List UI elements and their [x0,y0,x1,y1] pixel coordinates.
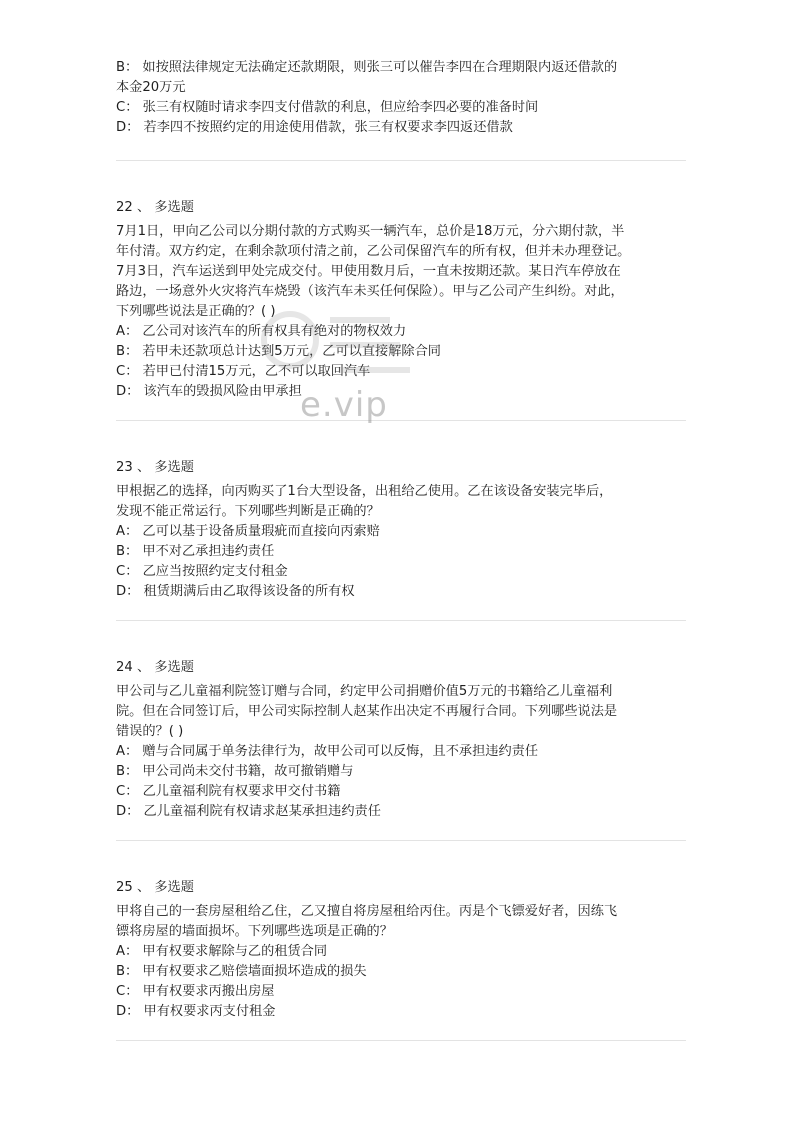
option-c: C： 甲有权要求丙搬出房屋 [116,984,275,999]
option-b-cont: 本金20万元 [116,80,186,95]
option-a: A： 乙可以基于设备质量瑕疵而直接向丙索赔 [116,524,380,539]
question-stem-line: 镖将房屋的墙面损坏。下列哪些选项是正确的？ [116,924,393,939]
question-header: 25 、 多选题 [116,880,194,895]
question-stem-line: 院。但在合同签订后，甲公司实际控制人赵某作出决定不再履行合同。下列哪些说法是 [116,704,618,719]
option-c: C： 乙儿童福利院有权要求甲交付书籍 [116,784,341,799]
question-header: 24 、 多选题 [116,660,194,675]
option-c: C： 乙应当按照约定支付租金 [116,564,288,579]
option-d: D： 租赁期满后由乙取得该设备的所有权 [116,584,355,599]
option-b: B： 甲不对乙承担违约责任 [116,544,275,559]
question-stem-line: 年付清。双方约定，在剩余款项付清之前，乙公司保留汽车的所有权，但并未办理登记。 [116,244,631,259]
prev-question-options [116,58,686,138]
option-b: B： 如按照法律规定无法确定还款期限，则张三可以催告李四在合理期限内返还借款的 [116,60,618,75]
option-c: C： 张三有权随时请求李四支付借款的利息，但应给李四必要的准备时间 [116,100,539,115]
question-stem-line: 甲根据乙的选择，向丙购买了1台大型设备，出租给乙使用。乙在该设备安装完毕后， [116,484,613,499]
question-22 [116,198,686,402]
question-stem-line: 发现不能正常运行。下列哪些判断是正确的？ [116,504,380,519]
divider [116,620,686,621]
question-stem-line: 甲公司与乙儿童福利院签订赠与合同，约定甲公司捐赠价值5万元的书籍给乙儿童福利 [116,684,613,699]
option-d: D： 若李四不按照约定的用途使用借款，张三有权要求李四返还借款 [116,120,513,135]
option-d: D： 乙儿童福利院有权请求赵某承担违约责任 [116,804,381,819]
divider [116,840,686,841]
option-b: B： 甲公司尚未交付书籍，故可撤销赠与 [116,764,354,779]
divider [116,420,686,421]
question-25 [116,878,686,1022]
option-a: A： 甲有权要求解除与乙的租赁合同 [116,944,328,959]
option-c: C： 若甲已付清15万元，乙不可以取回汽车 [116,364,371,379]
question-header: 23 、 多选题 [116,460,194,475]
divider [116,160,686,161]
question-24 [116,658,686,822]
question-stem-line: 下列哪些说法是正确的？( ) [116,304,276,319]
option-d: D： 该汽车的毁损风险由甲承担 [116,384,302,399]
option-a: A： 赠与合同属于单务法律行为，故甲公司可以反悔，且不承担违约责任 [116,744,539,759]
question-stem-line: 甲将自己的一套房屋租给乙住，乙又擅自将房屋租给丙住。丙是个飞镖爱好者，因练飞 [116,904,618,919]
option-a: A： 乙公司对该汽车的所有权具有绝对的物权效力 [116,324,407,339]
question-stem-line: 7月3日，汽车运送到甲处完成交付。甲使用数月后，一直未按期还款。某日汽车停放在 [116,264,621,279]
option-b: B： 若甲未还款项总计达到5万元，乙可以直接解除合同 [116,344,441,359]
watermark-text: e.vip [300,385,388,425]
question-stem-line: 7月1日，甲向乙公司以分期付款的方式购买一辆汽车，总价是18万元，分六期付款，半 [116,224,625,239]
question-stem-line: 路边，一场意外火灾将汽车烧毁（该汽车未买任何保险）。甲与乙公司产生纠纷。对此， [116,284,624,299]
question-23 [116,458,686,602]
divider [116,1040,686,1041]
option-b: B： 甲有权要求乙赔偿墙面损坏造成的损失 [116,964,367,979]
question-stem-line: 错误的？( ) [116,724,184,739]
question-header: 22 、 多选题 [116,200,194,215]
option-d: D： 甲有权要求丙支付租金 [116,1004,276,1019]
